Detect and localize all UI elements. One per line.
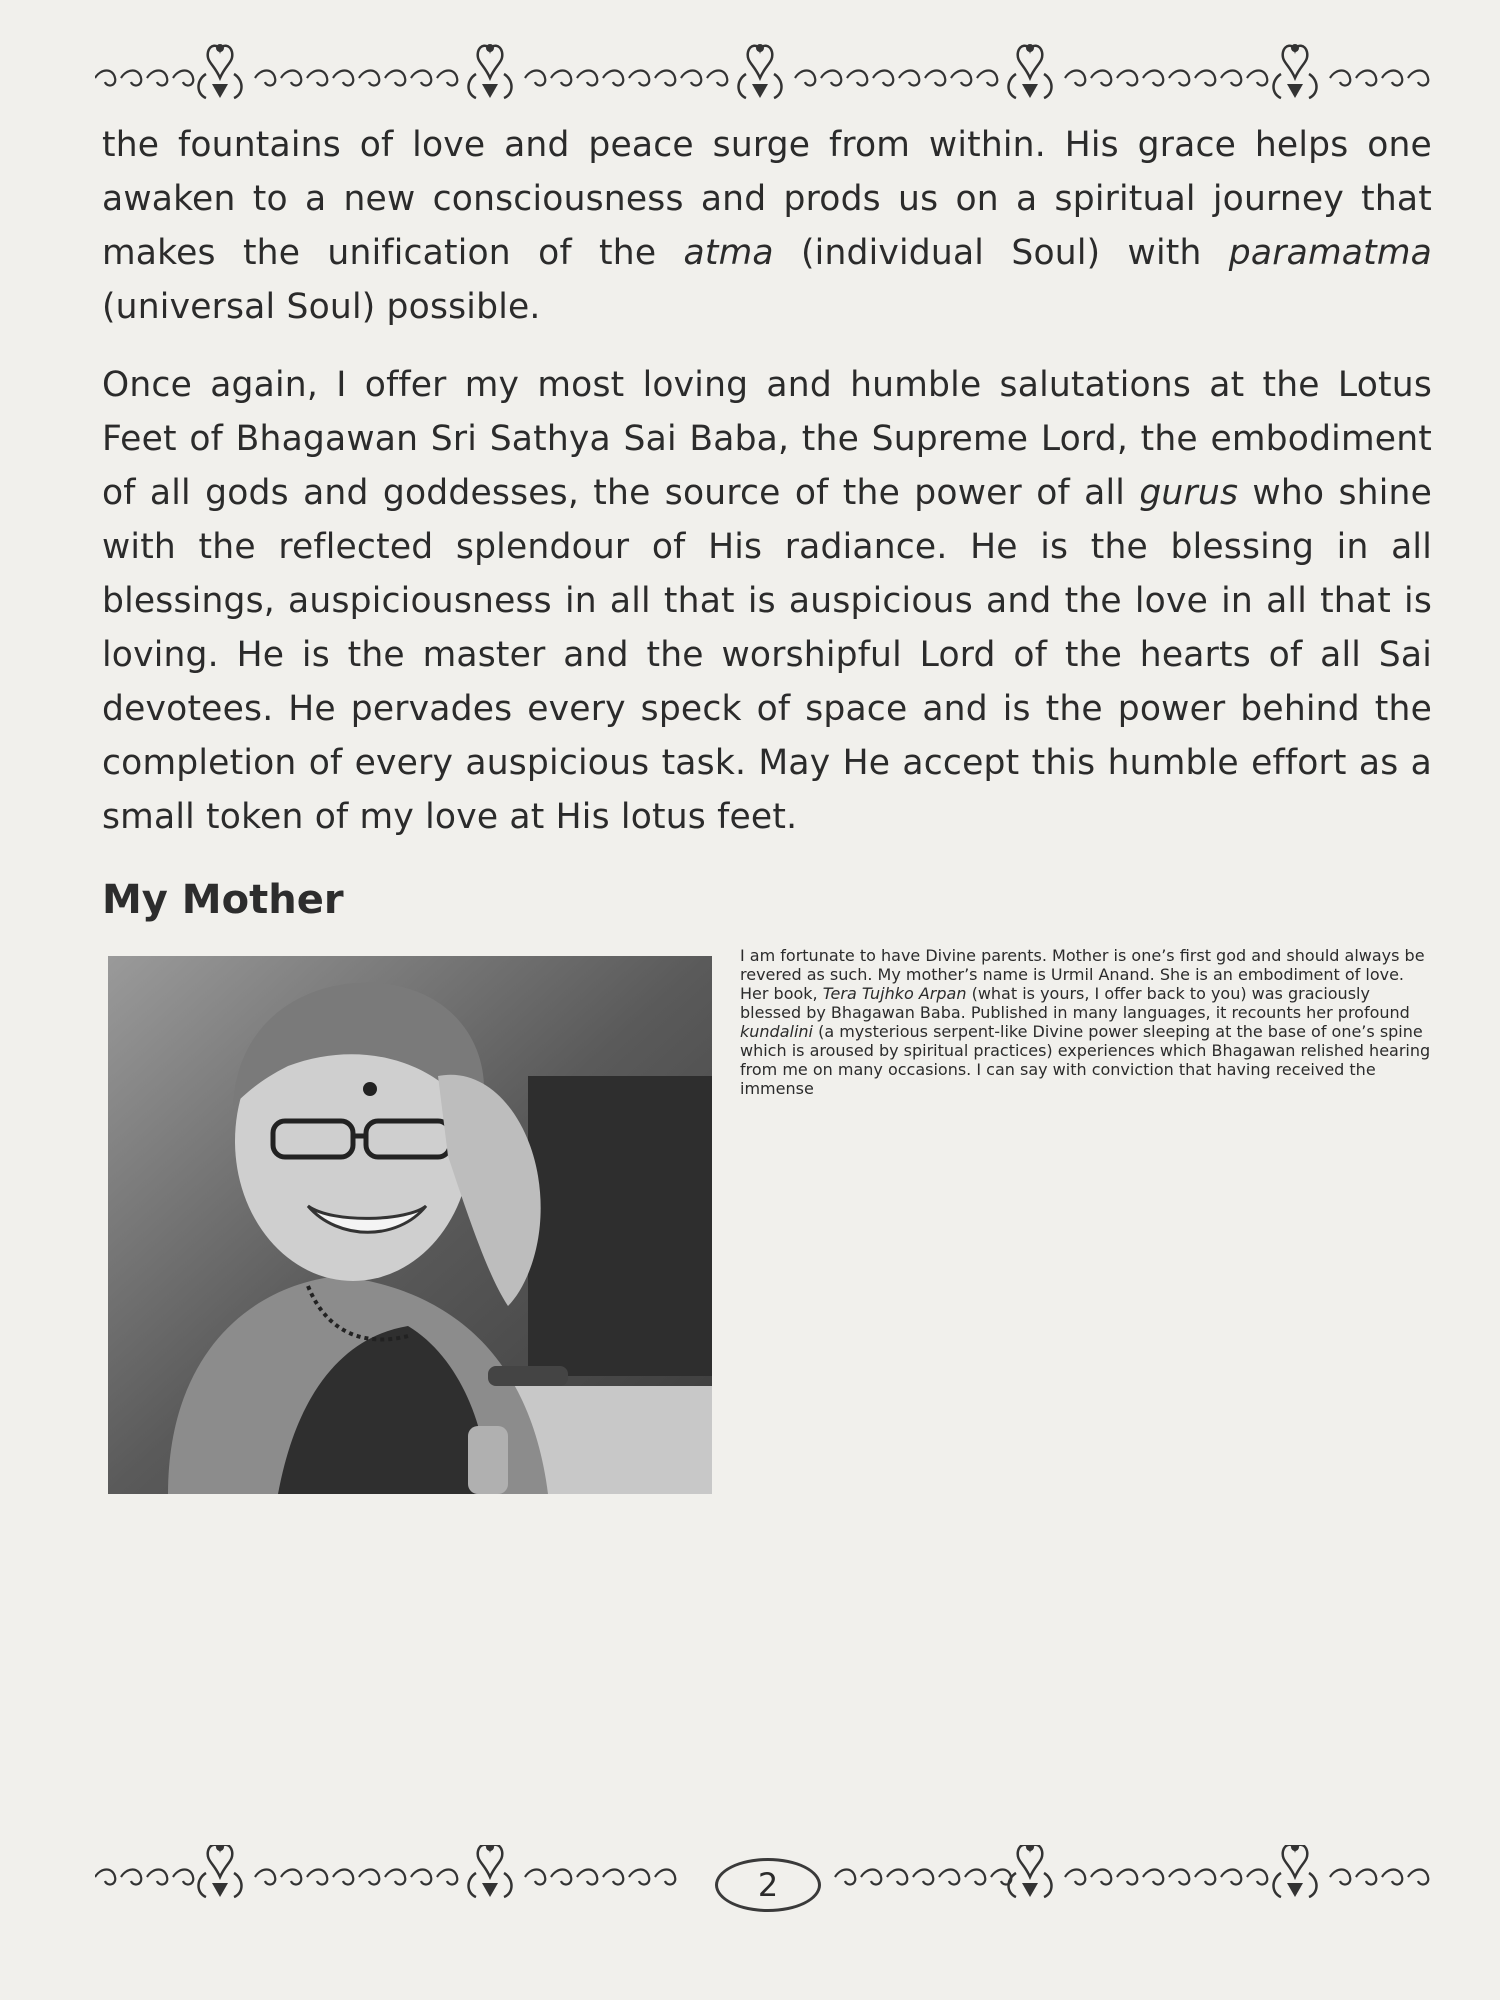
paragraph-2 bbox=[102, 358, 1432, 844]
page-content bbox=[102, 118, 1432, 1502]
text-run: who shine with the reflected splendour of His radiance. He is the blessing in all blessings, auspiciousness in all that is auspicious and the love in all that is loving. He is the master and the worshipful Lord of the hearts of all Sai devotees. He pervades every speck of space and is the power behind the completion of every auspicious task. May He accept this humble effort as a small token of my love at His lotus feet. bbox=[102, 473, 1432, 837]
paragraph-1 bbox=[102, 118, 1432, 334]
italic-term: paramatma bbox=[1228, 233, 1432, 273]
text-run: Once again, I offer my most loving and humble salutations at the Lotus Feet of Bhagawan Sri Sathya Sai Baba, the Supreme Lord, the embodiment of all gods and goddesses, the source of the power of all bbox=[102, 365, 1432, 513]
page-number: 2 bbox=[715, 1858, 821, 1912]
italic-term: gurus bbox=[1139, 473, 1239, 513]
text-run: (a mysterious serpent-like Divine power sleeping at the base of one’s spine which is aroused by spiritual practices) experiences which Bhagawan relished hearing from me on many occasions. I can say with conviction that having received the immense bbox=[740, 1022, 1431, 1098]
section-heading: My Mother bbox=[102, 877, 344, 923]
text-run: (individual Soul) with bbox=[773, 233, 1229, 273]
scroll-ornament-icon bbox=[95, 38, 1450, 108]
italic-term: atma bbox=[683, 233, 774, 273]
text-run: I am fortunate to have Divine parents. Mother is one’s first god and should always be revered as such. My mother’s name is Urmil Anand. She is an embodiment of love. Her book, bbox=[740, 946, 1425, 1003]
text-run: (what is yours, I offer back to you) was graciously blessed by Bhagawan Baba. Published in many languages, it recounts her profound bbox=[740, 984, 1410, 1022]
ornamental-border-top bbox=[95, 38, 1450, 108]
mother-photo bbox=[108, 956, 712, 1494]
italic-term: Tera Tujhko Arpan bbox=[822, 984, 967, 1003]
text-run: the fountains of love and peace surge from within. His grace helps one awaken to a new consciousness and prods us on a spiritual journey that makes the unification of the bbox=[102, 125, 1432, 273]
text-run: (universal Soul) possible. bbox=[102, 287, 541, 327]
italic-term: kundalini bbox=[740, 1022, 813, 1041]
portrait-photo-icon bbox=[108, 956, 712, 1494]
